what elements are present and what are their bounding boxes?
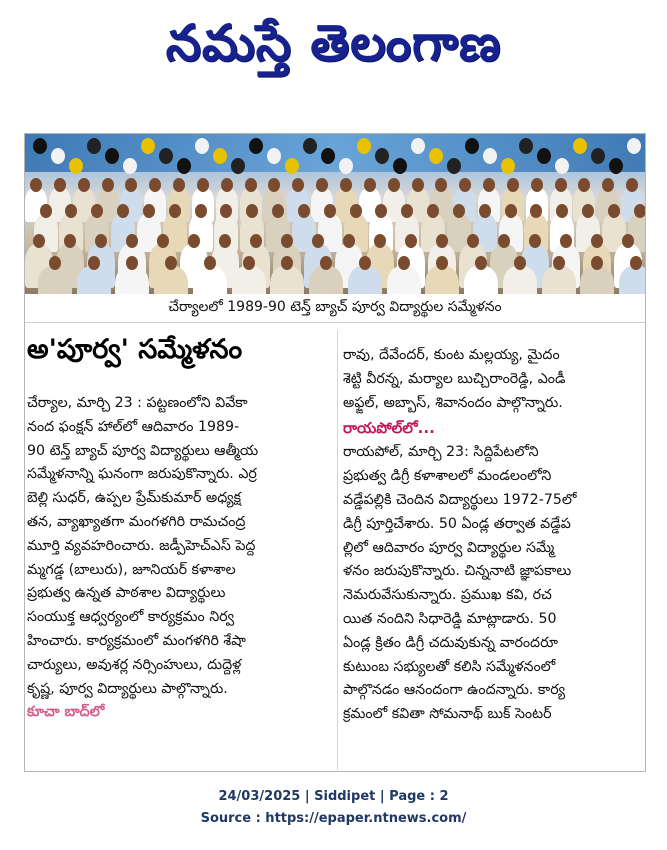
text-line: ల్లిలో ఆదివారం పూర్వ విద్యార్థుల సమ్మే xyxy=(343,539,555,556)
right-column-top-text xyxy=(343,344,641,415)
text-line: ఏండ్ల క్రితం డిగ్రీ చదువుకున్న వారందరూ xyxy=(343,634,558,651)
masthead xyxy=(0,0,667,98)
column-divider xyxy=(337,330,338,770)
text-line: సంయుక్త ఆధ్వర్యంలో కార్యక్రమం నిర్వ xyxy=(27,609,235,626)
text-line: మూర్తి వ్యవహరించారు. జడ్పీహెచ్‌ఎస్ పెద్ద xyxy=(27,537,256,554)
text-line: నెమరువేసుకున్నారు. ప్రముఖ కవి, రచ xyxy=(343,587,552,604)
text-line: 90 టెన్త్ బ్యాచ్ పూర్వ విద్యార్థులు ఆత్మీయ xyxy=(27,442,259,459)
photo-caption: చేర్యాలలో 1989-90 టెన్త్ బ్యాచ్ పూర్వ విద్యార్థుల సమ్మేళనం xyxy=(25,294,645,323)
left-column-text xyxy=(27,392,331,701)
text-line: శెట్టి వీరన్న, మర్యాల బుచ్చిరాంరెడ్డి, ఎండీ xyxy=(343,370,566,387)
edition-info: 24/03/2025 | Siddipet | Page : 2 xyxy=(218,789,449,804)
text-line: చార్యులు, అవుశర్ల నర్సింహులు, దుద్దెళ్ల xyxy=(27,656,242,673)
text-line: ప్రభుత్వ ఉన్నత పాఠశాల విద్యార్థులు xyxy=(27,585,226,602)
page-footer xyxy=(0,786,667,830)
text-line: తన, వ్యాఖ్యాతగా మంగళగిరి రామచంద్ర xyxy=(27,513,246,530)
right-column-text xyxy=(343,441,641,727)
text-line: అఫ్జల్, అబ్బాస్, శివానందం పాల్గొన్నారు. xyxy=(343,394,563,411)
section-subheading: రాయపోల్‌లో... xyxy=(343,419,435,438)
text-line: కుటుంబ సభ్యులతో కలిసి సమ్మేళనంలో xyxy=(343,658,556,675)
article-right-column xyxy=(343,344,641,727)
text-line: కృష్ణ, పూర్వ విద్యార్థులు పాల్గొన్నారు. xyxy=(27,680,228,697)
text-line: బెల్లి సుధర్, ఉప్పల ప్రేమ్‌కుమార్ అధ్యక్ష xyxy=(27,490,242,507)
text-line: డిగ్రీ పూర్తిచేశారు. 50 ఏండ్ల తర్వాత వడ్డేప xyxy=(343,515,571,532)
group-photo xyxy=(25,134,645,294)
article-left-column xyxy=(27,392,331,725)
text-line: యిత నందిని సిధారెడ్డి మాట్లాడారు. 50 xyxy=(343,610,557,627)
text-line: రావు, దేవేందర్, కుంట మల్లయ్య, మైదం xyxy=(343,347,560,363)
source-link[interactable]: Source : https://epaper.ntnews.com/ xyxy=(200,811,467,826)
news-clipping xyxy=(24,133,646,772)
cut-subheading: కూచా బాద్‌లో xyxy=(27,704,105,721)
text-line: పాల్గొనడం ఆనందంగా ఉందన్నారు. కార్య xyxy=(343,682,566,699)
text-line: సమ్మేళనాన్ని ఘనంగా జరుపుకొన్నారు. ఎర్ర xyxy=(27,466,257,483)
text-line: క్రమంలో కవితా సోమనాథ్ బుక్ సెంటర్ xyxy=(343,706,552,723)
text-line: ప్రభుత్వ డిగ్రీ కళాశాలలో మండలంలోని xyxy=(343,468,552,485)
article-headline: అ'పూర్వ' సమ్మేళనం xyxy=(27,334,243,365)
text-line: రాయపోల్, మార్చి 23: సిద్దిపేటలోని xyxy=(343,444,539,461)
text-line: హించారు. కార్యక్రమంలో మంగళగిరి శేషా xyxy=(27,632,246,649)
text-line: చేర్యాల, మార్చి 23 : పట్టణంలోని వివేకా xyxy=(27,395,248,411)
text-line: నంద ఫంక్షన్ హాల్‌లో ఆదివారం 1989- xyxy=(27,418,240,435)
newspaper-title: నమస్తే తెలంగాణ xyxy=(165,13,502,72)
text-line: వడ్డేపల్లికి చెందిన విద్యార్థులు 1972-75లో xyxy=(343,491,577,508)
text-line: మ్మగడ్డ (బాలురు), జూనియర్ కళాశాల xyxy=(27,561,236,578)
text-line: ళనం జరుపుకొన్నారు. చిన్ననాటి జ్ఞాపకాలు xyxy=(343,563,572,580)
